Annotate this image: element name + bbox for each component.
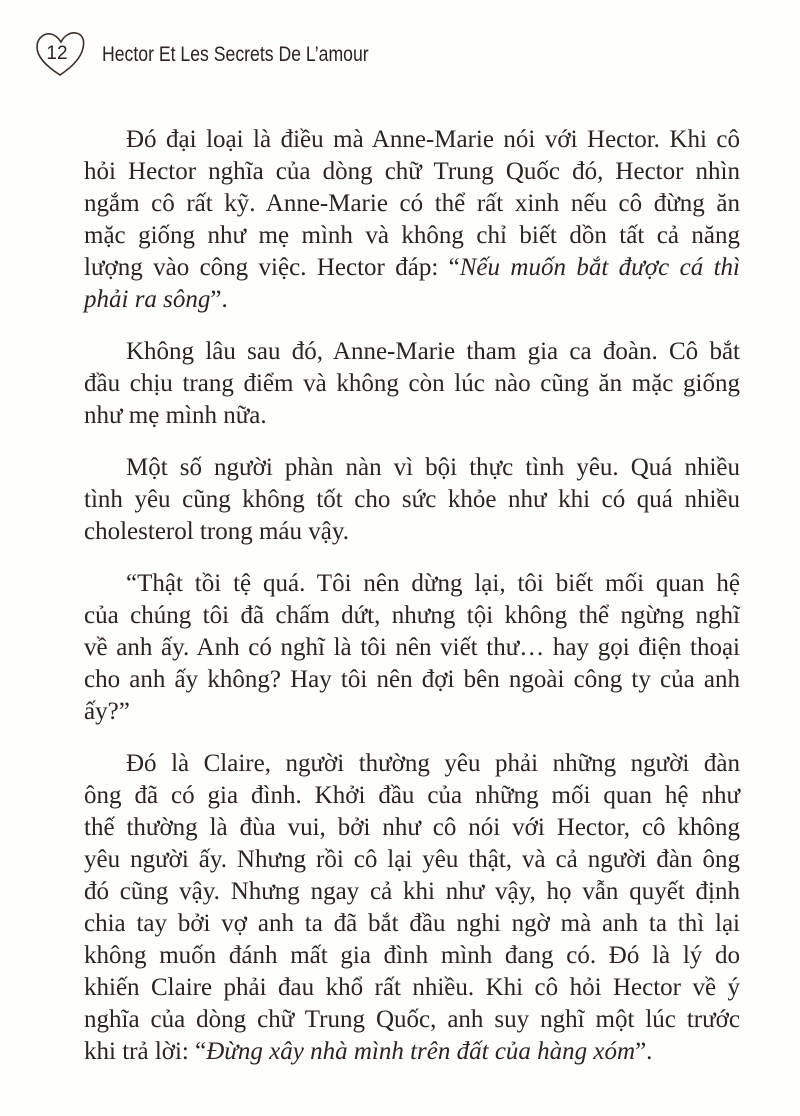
text-line <box>84 400 740 432</box>
text-segment: hỏi Hector nghĩa của dòng chữ Trung Quốc đó, Hector nhìn <box>84 158 740 185</box>
text-line <box>84 484 740 516</box>
text-line <box>84 844 740 876</box>
text-segment: “Thật tồi tệ quá. Tôi nên dừng lại, tôi biết mối quan hệ <box>126 570 740 597</box>
text-segment: đó cũng vậy. Nhưng ngay cả khi như vậy, họ vẫn quyết định <box>84 878 740 905</box>
running-header <box>34 30 419 80</box>
text-segment: khi trả lời: “ <box>84 1038 207 1065</box>
text-line <box>84 568 740 600</box>
text-line <box>84 368 740 400</box>
text-segment: nghĩa của dòng chữ Trung Quốc, anh suy nghĩ một lúc trước <box>84 1006 740 1033</box>
page-body-text <box>84 124 740 1088</box>
text-line <box>84 812 740 844</box>
paragraph <box>84 568 740 728</box>
text-segment: Đó là Claire, người thường yêu phải những người đàn <box>126 750 740 777</box>
text-segment: mặc giống như mẹ mình và không chỉ biết dồn tất cả năng <box>84 222 740 249</box>
paragraph <box>84 452 740 548</box>
text-line <box>84 1036 740 1068</box>
text-segment: Đó đại loại là điều mà Anne-Marie nói với Hector. Khi cô <box>126 126 740 153</box>
paragraph <box>84 124 740 316</box>
text-segment: yêu người ấy. Nhưng rồi cô lại yêu thật, và cả người đàn ông <box>84 846 740 873</box>
text-segment: khiến Claire phải đau khổ rất nhiều. Khi cô hỏi Hector về ý <box>84 974 740 1001</box>
text-segment: ”. <box>635 1038 653 1065</box>
page-number: 12 <box>46 43 68 64</box>
text-line <box>84 220 740 252</box>
text-line <box>84 284 740 316</box>
text-segment: Một số người phàn nàn vì bội thực tình yêu. Quá nhiều <box>126 454 740 481</box>
text-line <box>84 940 740 972</box>
text-segment: ấy?” <box>84 698 130 725</box>
text-segment: Không lâu sau đó, Anne-Marie tham gia ca đoàn. Cô bắt <box>126 338 740 365</box>
text-line <box>84 748 740 780</box>
italic-quote-text: Nếu muốn bắt được cá thì <box>459 254 740 281</box>
text-segment: về anh ấy. Anh có nghĩ là tôi nên viết thư… hay gọi điện thoại <box>84 634 740 661</box>
text-line <box>84 1004 740 1036</box>
text-line <box>84 780 740 812</box>
text-segment: thế thường là đùa vui, bởi như cô nói với Hector, cô không <box>84 814 740 841</box>
text-line <box>84 696 740 728</box>
text-line <box>84 156 740 188</box>
text-segment: không muốn đánh mất gia đình mình đang có. Đó là lý do <box>84 942 740 969</box>
text-segment: của chúng tôi đã chấm dứt, nhưng tội không thể ngừng nghĩ <box>84 602 740 629</box>
italic-quote-text: phải ra sông <box>84 286 211 313</box>
text-line <box>84 516 740 548</box>
text-line <box>84 252 740 284</box>
text-line <box>84 908 740 940</box>
text-line <box>84 664 740 696</box>
text-segment: đầu chịu trang điểm và không còn lúc nào cũng ăn mặc giống <box>84 370 740 397</box>
heart-page-number-badge <box>34 30 90 80</box>
text-line <box>84 600 740 632</box>
text-line <box>84 972 740 1004</box>
text-segment: tình yêu cũng không tốt cho sức khỏe như khi có quá nhiều <box>84 486 740 513</box>
italic-quote-text: Đừng xây nhà mình trên đất của hàng xóm <box>206 1038 636 1065</box>
text-segment: ”. <box>210 286 228 313</box>
paragraph <box>84 748 740 1068</box>
book-title: Hector Et Les Secrets De L’amour <box>102 43 369 66</box>
text-segment: như mẹ mình nữa. <box>84 402 267 429</box>
text-segment: chia tay bởi vợ anh ta đã bắt đầu nghi ngờ mà anh ta thì lại <box>84 910 740 937</box>
text-segment: cholesterol trong máu vậy. <box>84 518 349 545</box>
text-line <box>84 188 740 220</box>
text-segment: ngắm cô rất kỹ. Anne-Marie có thể rất xinh nếu cô đừng ăn <box>84 190 740 217</box>
text-segment: cho anh ấy không? Hay tôi nên đợi bên ngoài công ty của anh <box>84 666 740 693</box>
text-segment: lượng vào công việc. Hector đáp: “ <box>84 254 460 281</box>
text-segment: ông đã có gia đình. Khởi đầu của những mối quan hệ như <box>84 782 740 809</box>
text-line <box>84 632 740 664</box>
text-line <box>84 876 740 908</box>
text-line <box>84 336 740 368</box>
text-line <box>84 124 740 156</box>
paragraph <box>84 336 740 432</box>
text-line <box>84 452 740 484</box>
